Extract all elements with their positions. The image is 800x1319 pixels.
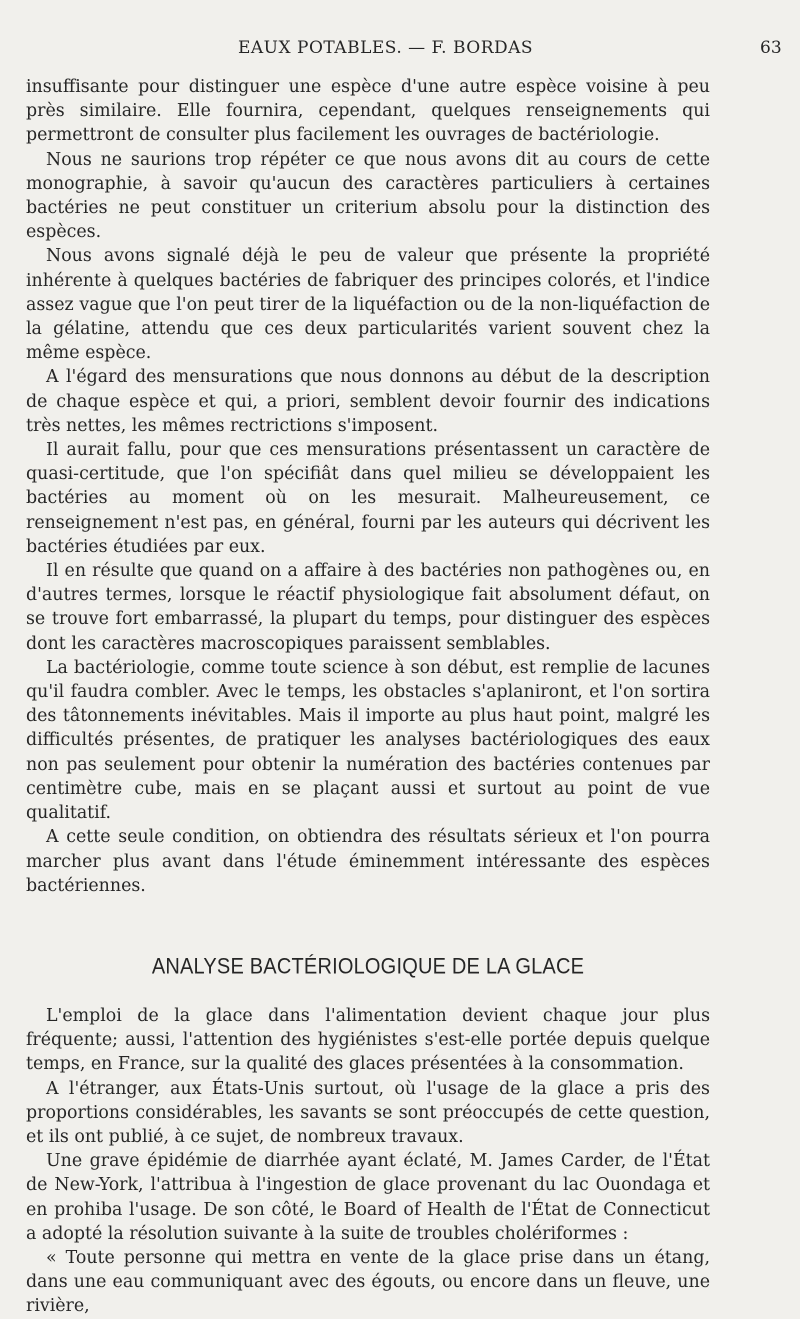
- paragraph: insuffisante pour distinguer une espèce d'une autre espèce voisine à peu près similaire. Elle fournira, cependant, quelques renseignements qui permettront de consulter plus facilement les ouvrages de bactériologie.: [26, 77, 710, 146]
- page-body: [26, 75, 710, 1319]
- paragraph: Nous ne saurions trop répéter ce que nous avons dit au cours de cette monographie, à savoir qu'aucun des caractères particuliers à certaines bactéries ne peut constituer un criterium absolu pour la distinction des espèces.: [26, 149, 710, 243]
- paragraph: Il aurait fallu, pour que ces mensurations présentassent un caractère de quasi-certitude, que l'on spécifiât dans quel milieu se développaient les bactéries au moment où on les mesurait. Malheureusement, ce renseignement n'est pas, en général, fourni par les auteurs qui décrivent les bactéries étudiées par eux.: [26, 440, 710, 557]
- paragraph: Il en résulte que quand on a affaire à des bactéries non pathogènes ou, en d'autres termes, lorsque le réactif physiologique fait absolument défaut, on se trouve fort embarrassé, la plupart du temps, pour distinguer des espèces dont les caractères macroscopiques paraissent semblables.: [26, 561, 710, 654]
- section-heading: ANALYSE BACTÉRIOLOGIQUE DE LA GLACE: [151, 954, 585, 980]
- page-number: 63: [760, 38, 782, 58]
- paragraph: A cette seule condition, on obtiendra des résultats sérieux et l'on pourra marcher plus avant dans l'étude éminemment intéressante des espèces bactériennes.: [26, 827, 710, 896]
- paragraph: Une grave épidémie de diarrhée ayant éclaté, M. James Carder, de l'État de New-York, l'attribua à l'ingestion de glace provenant du lac Ouondaga et en prohiba l'usage. De son côté, le Board of Health de l'État de Connecticut a adopté la résolution suivante à la suite de troubles cholériformes :: [26, 1151, 710, 1244]
- paragraph: Nous avons signalé déjà le peu de valeur que présente la propriété inhérente à quelques bactéries de fabriquer des principes colorés, et l'indice assez vague que l'on peut tirer de la liquéfaction ou de la non-liquéfaction de la gélatine, attendu que ces deux particularités varient souvent chez la même espèce.: [26, 246, 710, 364]
- running-title: EAUX POTABLES. — F. BORDAS: [238, 38, 534, 58]
- paragraph: La bactériologie, comme toute science à son début, est remplie de lacunes qu'il faudra combler. Avec le temps, les obstacles s'aplaniront, et l'on sortira des tâtonnements inévitables. Mais il importe au plus haut point, malgré les difficultés présentes, de pratiquer les analyses bactériologiques des eaux non pas seulement pour obtenir la numération des bactéries contenues par centimètre cube, mais en se plaçant aussi et surtout au point de vue qualitatif.: [26, 657, 710, 824]
- heading-spacer: [26, 980, 710, 1004]
- paragraph: « Toute personne qui mettra en vente de la glace prise dans un étang, dans une eau communiquant avec des égouts, ou encore dans un fleuve, une rivière,: [26, 1247, 710, 1317]
- paragraph: A l'étranger, aux États-Unis surtout, où l'usage de la glace a pris des proportions considérables, les savants se sont préoccupés de cette question, et ils ont publié, à ce sujet, de nombreux travaux.: [26, 1078, 710, 1147]
- paragraph: L'emploi de la glace dans l'alimentation devient chaque jour plus fréquente; aussi, l'attention des hygiénistes s'est-elle portée depuis quelque temps, en France, sur la qualité des glaces présentées à la consommation.: [26, 1005, 710, 1075]
- paragraph: A l'égard des mensurations que nous donnons au début de la description de chaque espèce et qui, a priori, semblent devoir fournir des indications très nettes, les mêmes rectrictions s'imposent.: [26, 367, 710, 436]
